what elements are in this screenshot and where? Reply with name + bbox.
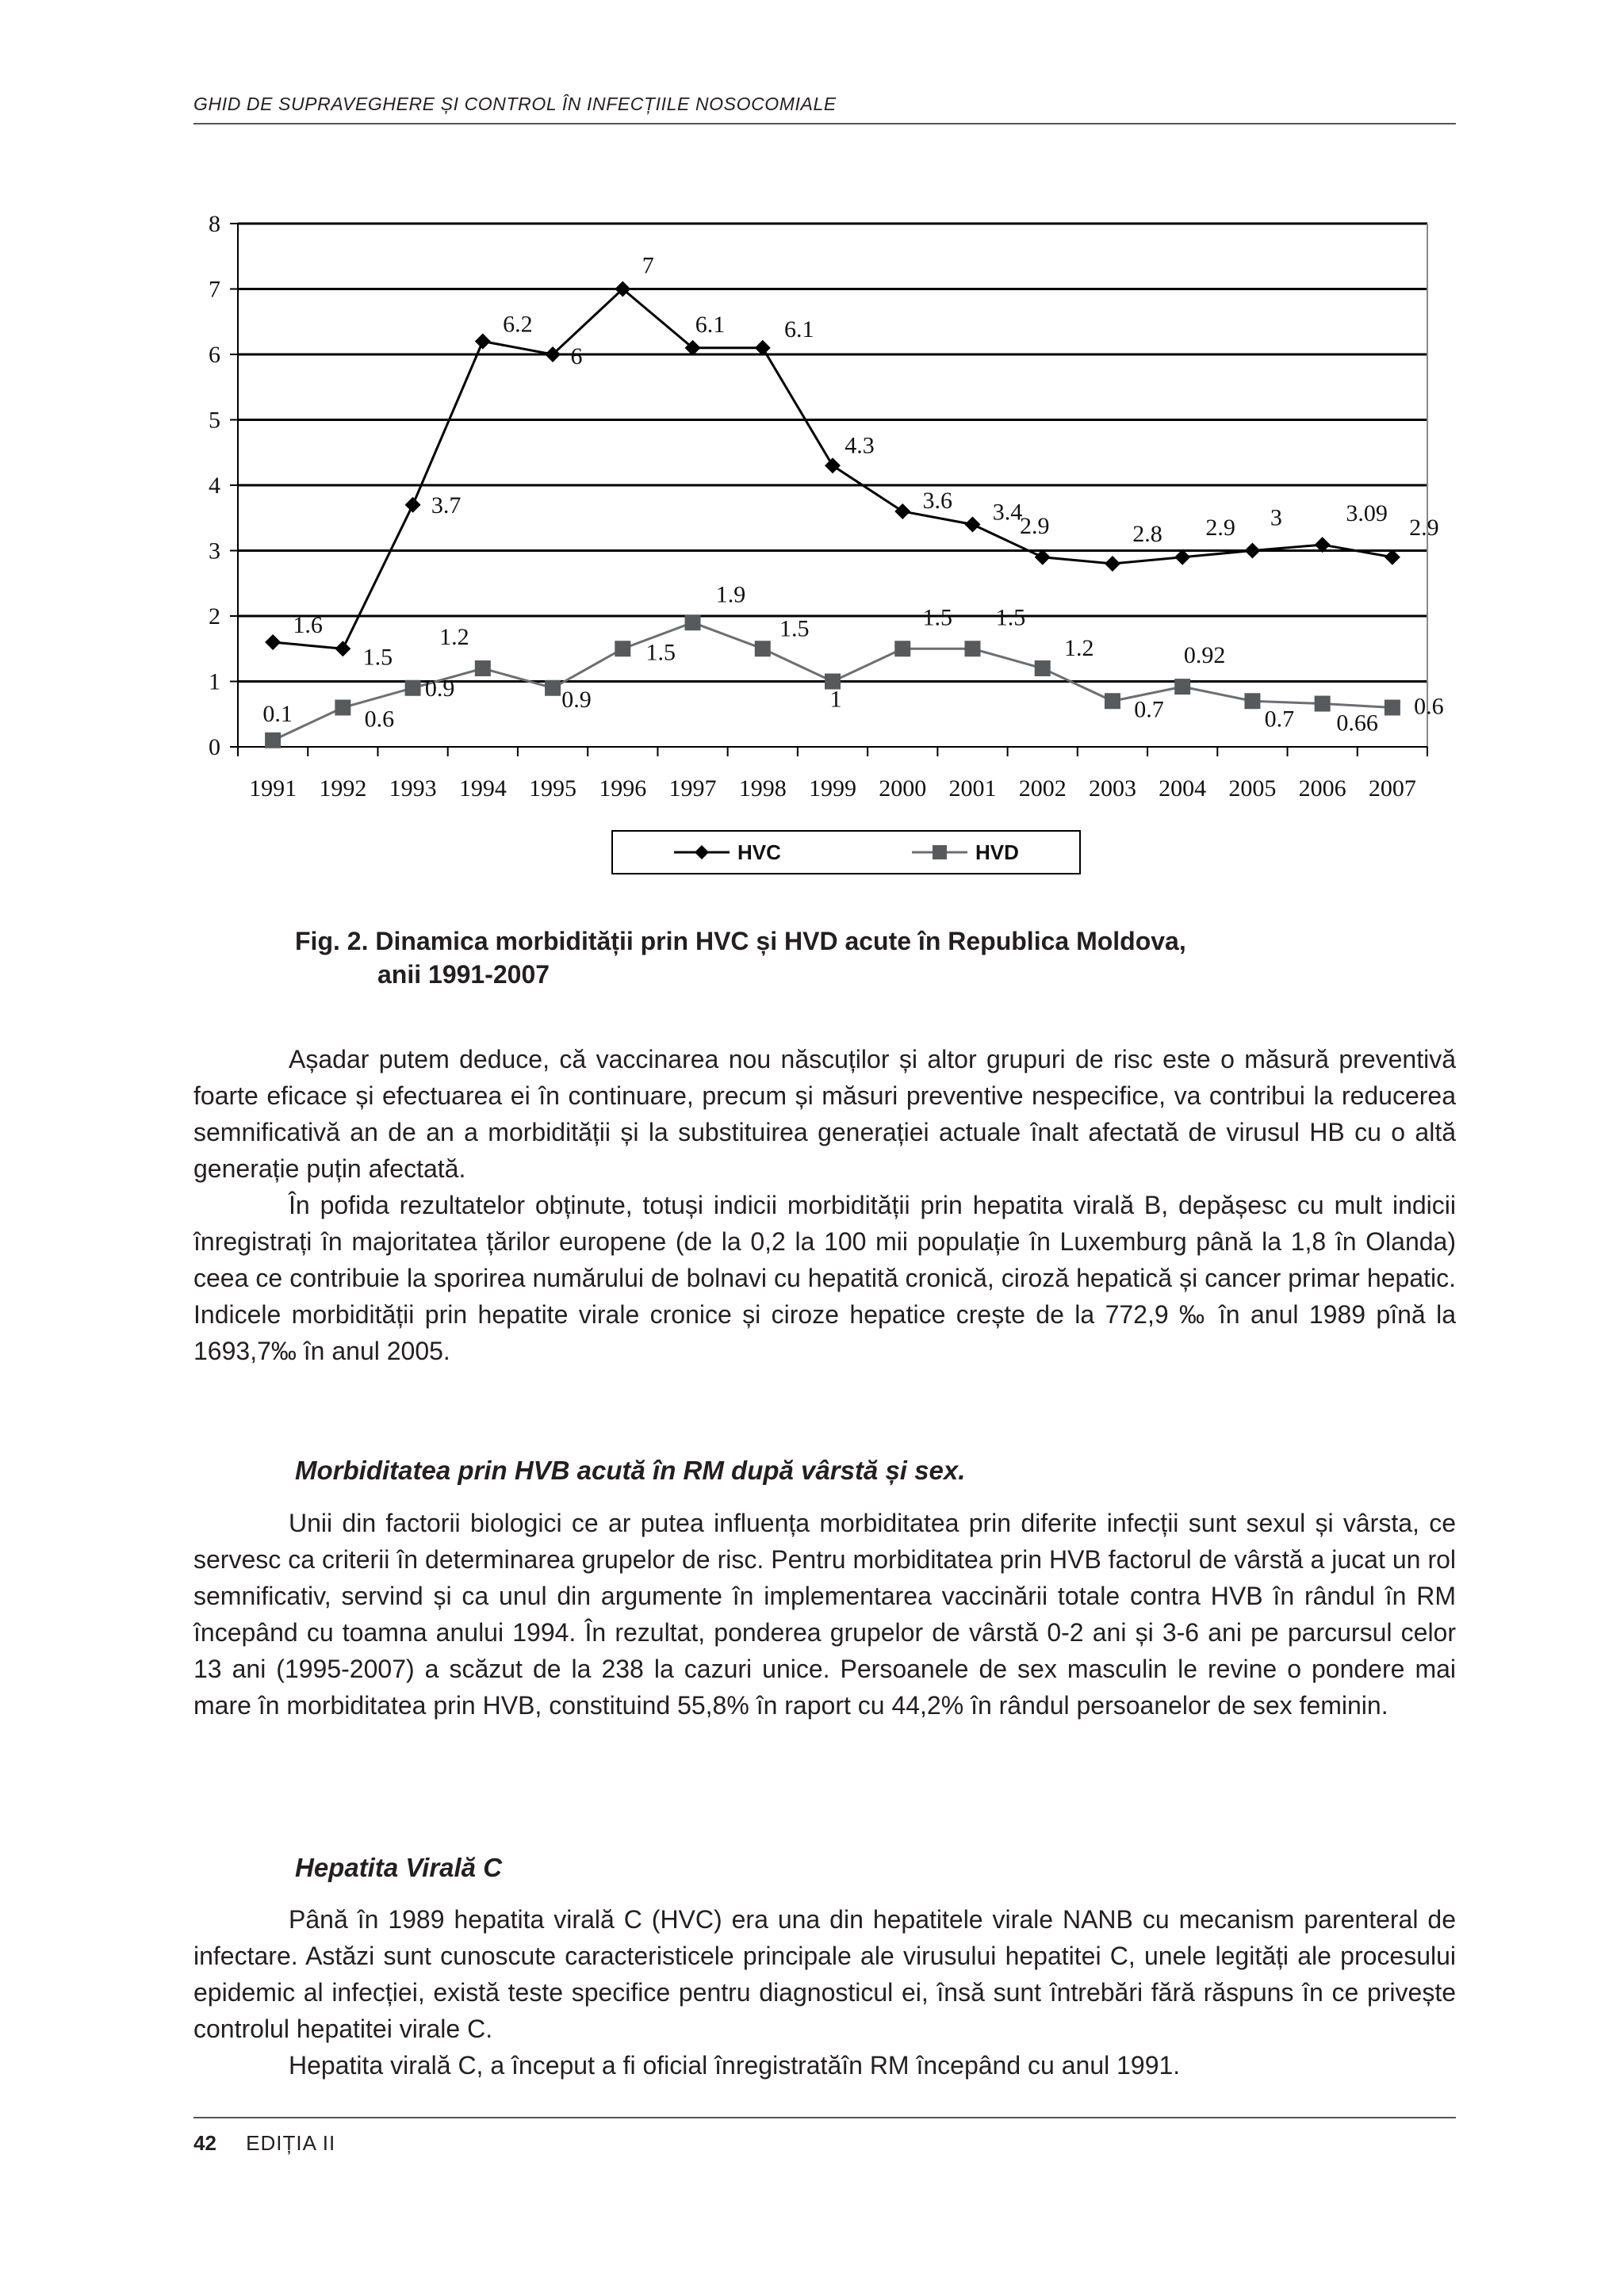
point-hvc — [335, 641, 350, 656]
point-hvc — [825, 457, 841, 473]
caption-line-1: Fig. 2. Dinamica morbidității prin HVC și HVD acute în Republica Moldova, — [295, 927, 1186, 955]
data-label-hvd: 0.9 — [424, 675, 455, 702]
x-tick-label: 2007 — [1368, 775, 1416, 802]
point-hvd — [1035, 660, 1051, 676]
x-tick-label: 2006 — [1298, 775, 1346, 802]
y-tick-label: 2 — [209, 603, 220, 629]
point-hvc — [964, 517, 980, 533]
point-hvd — [615, 641, 630, 656]
morbidity-line-chart — [0, 0, 1624, 904]
legend-label-hvc: HVC — [737, 840, 781, 864]
data-label-hvd: 1.2 — [1063, 635, 1094, 661]
body-block-2 — [193, 1505, 1456, 1724]
y-tick-label: 4 — [209, 473, 220, 499]
x-tick-label: 2000 — [879, 775, 927, 802]
body-block-3 — [193, 1901, 1456, 2084]
y-tick-label: 7 — [209, 276, 220, 303]
point-hvc — [1105, 556, 1120, 572]
y-tick-label: 1 — [209, 668, 220, 695]
point-hvd — [1244, 693, 1260, 709]
x-tick-label: 1998 — [738, 775, 787, 802]
point-hvd — [1105, 693, 1120, 709]
data-label-hvc: 4.3 — [845, 432, 875, 459]
paragraph: Hepatita virală C, a început a fi oficial înregistratăîn RM începând cu anul 1991. — [289, 2051, 1181, 2080]
data-label-hvd: 0.9 — [561, 686, 592, 713]
point-hvd — [1315, 696, 1331, 712]
grid-layer — [238, 224, 1427, 682]
point-hvc — [894, 503, 910, 519]
point-hvd — [1174, 679, 1190, 695]
data-label-hvd: 1.5 — [995, 604, 1026, 631]
page-number: 42 — [193, 2131, 216, 2155]
x-tick-label: 1993 — [389, 775, 437, 802]
paragraph: În pofida rezultatelor obținute, totuși indicii morbidității prin hepatita virală B, depășesc cu mult indicii înregistrați în majoritatea țărilor europene (de la 0,2 la 100 mii populație în Luxemburg până la 1,8 în Olanda) ceea ce contribuie la sporirea numărului de bolnavi cu hepatită cronică, ciroză hepatică și cancer primar hepatic. Indicele morbidității prin hepatite virale cronice și ciroze hepatice crește de la 772,9 ‰ în anul 1989 pînă la 1693,7‰ în anul 2005. — [193, 1191, 1456, 1365]
data-label-hvd: 0.7 — [1134, 696, 1164, 723]
x-tick-label: 1995 — [529, 775, 577, 802]
data-label-hvd: 1.5 — [645, 639, 676, 666]
x-tick-label: 2005 — [1228, 775, 1277, 802]
point-hvd — [405, 680, 421, 696]
running-title: GHID DE SUPRAVEGHERE ȘI CONTROL ÎN INFECȚIILE NOSOCOMIALE — [193, 94, 837, 114]
data-label-layer — [262, 253, 1443, 737]
x-tick-label: 2004 — [1159, 775, 1207, 802]
section-heading-hvb-age-sex: Morbiditatea prin HVB acută în RM după vârstă și sex. — [295, 1456, 966, 1485]
edition-label: EDIȚIA II — [246, 2131, 336, 2155]
data-label-hvc: 1.6 — [293, 612, 323, 638]
x-tick-label: 2002 — [1018, 775, 1067, 802]
point-hvd — [265, 733, 281, 748]
data-label-hvd: 0.6 — [364, 706, 395, 733]
data-label-hvd: 0.1 — [262, 700, 293, 727]
point-hvd — [1385, 700, 1400, 716]
y-tick-label: 6 — [209, 342, 220, 368]
x-tick-label: 1996 — [599, 775, 647, 802]
data-label-hvc: 2.9 — [1205, 514, 1235, 541]
paragraph: Așadar putem deduce, că vaccinarea nou născuților și altor grupuri de risc este o măsură preventivă foarte eficace și efectuarea ei în continuare, precum și măsuri preventive nespecifice, va contribui la reducerea semnificativă an de an a morbidității și la substituirea generației actuale înalt afectată de virusul HB cu o altă generație puțin afectată. — [193, 1045, 1456, 1183]
data-label-hvc: 1.5 — [362, 644, 393, 671]
point-hvc — [475, 334, 491, 350]
section-heading-hvc: Hepatita Virală C — [295, 1853, 503, 1882]
data-label-hvc: 6.1 — [784, 316, 814, 342]
x-tick-label: 1992 — [319, 775, 367, 802]
figure-caption — [295, 924, 1405, 991]
data-label-hvc: 3.09 — [1346, 500, 1388, 527]
x-tick-label: 2003 — [1088, 775, 1136, 802]
x-tick-label: 1997 — [668, 775, 717, 802]
data-label-hvd: 1.5 — [922, 604, 952, 631]
data-label-hvc: 3 — [1270, 504, 1282, 531]
point-hvd — [964, 641, 980, 656]
point-hvc — [265, 634, 281, 650]
body-block-1 — [193, 1041, 1456, 1369]
chart-legend — [612, 831, 1080, 874]
point-hvd — [894, 641, 910, 656]
data-label-hvc: 7 — [642, 252, 654, 279]
x-tick-label: 1994 — [458, 775, 507, 802]
data-label-hvc: 6.1 — [695, 311, 726, 338]
y-tick-label: 0 — [209, 734, 220, 760]
point-hvd — [475, 660, 491, 676]
x-tick-label: 1991 — [249, 775, 297, 802]
data-label-hvd: 0.6 — [1414, 693, 1444, 720]
legend-label-hvd: HVD — [975, 840, 1019, 864]
data-label-hvc: 2.9 — [1409, 514, 1439, 541]
data-label-hvc: 2.9 — [1019, 512, 1050, 539]
data-label-hvc: 3.6 — [922, 488, 952, 514]
legend-marker-hvd — [933, 845, 947, 859]
data-label-hvd: 1.5 — [779, 615, 810, 642]
point-hvc — [405, 497, 421, 513]
x-tick-label: 2001 — [948, 775, 997, 802]
data-label-hvd: 0.92 — [1183, 642, 1226, 669]
y-tick-label: 3 — [209, 538, 220, 564]
data-label-hvd: 0.7 — [1264, 706, 1295, 733]
y-tick-label: 5 — [209, 407, 220, 434]
data-label-hvd: 0.66 — [1336, 710, 1378, 737]
page-footer — [193, 2117, 1456, 2156]
point-hvd — [545, 680, 561, 696]
y-tick-label: 8 — [209, 211, 220, 237]
caption-line-2: anii 1991-2007 — [377, 960, 550, 989]
point-hvd — [685, 614, 701, 630]
data-label-hvc: 3.4 — [992, 499, 1023, 526]
data-label-hvc: 6.2 — [503, 311, 533, 338]
data-label-hvd: 1.9 — [715, 581, 746, 608]
data-label-hvd: 1 — [829, 686, 842, 713]
x-tick-label: 1999 — [809, 775, 856, 802]
paragraph: Unii din factorii biologici ce ar putea influența morbiditatea prin diferite infecții sunt sexul și vârsta, ce servesc ca criterii în determinarea grupelor de risc. Pentru morbiditatea prin HVB factorul de vârstă a jucat un rol semnificativ, servind și ca unul din argumente în implementarea vaccinării totale contra HVB în rândul în RM începând cu toamna anului 1994. În rezultat, ponderea grupelor de vârstă 0-2 ani și 3-6 ani pe parcursul celor 13 ani (1995-2007) a scăzut de la 238 la cazuri unice. Persoanele de sex masculin le revine o pondere mai mare în morbiditatea prin HVB, constituind 55,8% în raport cu 44,2% în rândul persoanelor de sex feminin. — [193, 1509, 1456, 1720]
point-hvd — [755, 641, 771, 656]
point-hvc — [1244, 543, 1260, 559]
paragraph: Până în 1989 hepatita virală C (HVC) era una din hepatitele virale NANB cu mecanism parenteral de infectare. Astăzi sunt cunoscute caracteristicele principale ale virusului hepatitei C, unele legități ale procesului epidemic al infecției, există teste specifice pentru diagnosticul ei, însă sunt întrebări fără răspuns în ce privește controlul hepatitei virale C. — [193, 1905, 1456, 2043]
data-label-hvc: 3.7 — [431, 492, 462, 519]
data-label-hvc: 6 — [570, 343, 583, 369]
data-label-hvc: 2.8 — [1132, 521, 1162, 547]
point-hvd — [335, 700, 350, 716]
data-label-hvd: 1.2 — [439, 624, 469, 650]
